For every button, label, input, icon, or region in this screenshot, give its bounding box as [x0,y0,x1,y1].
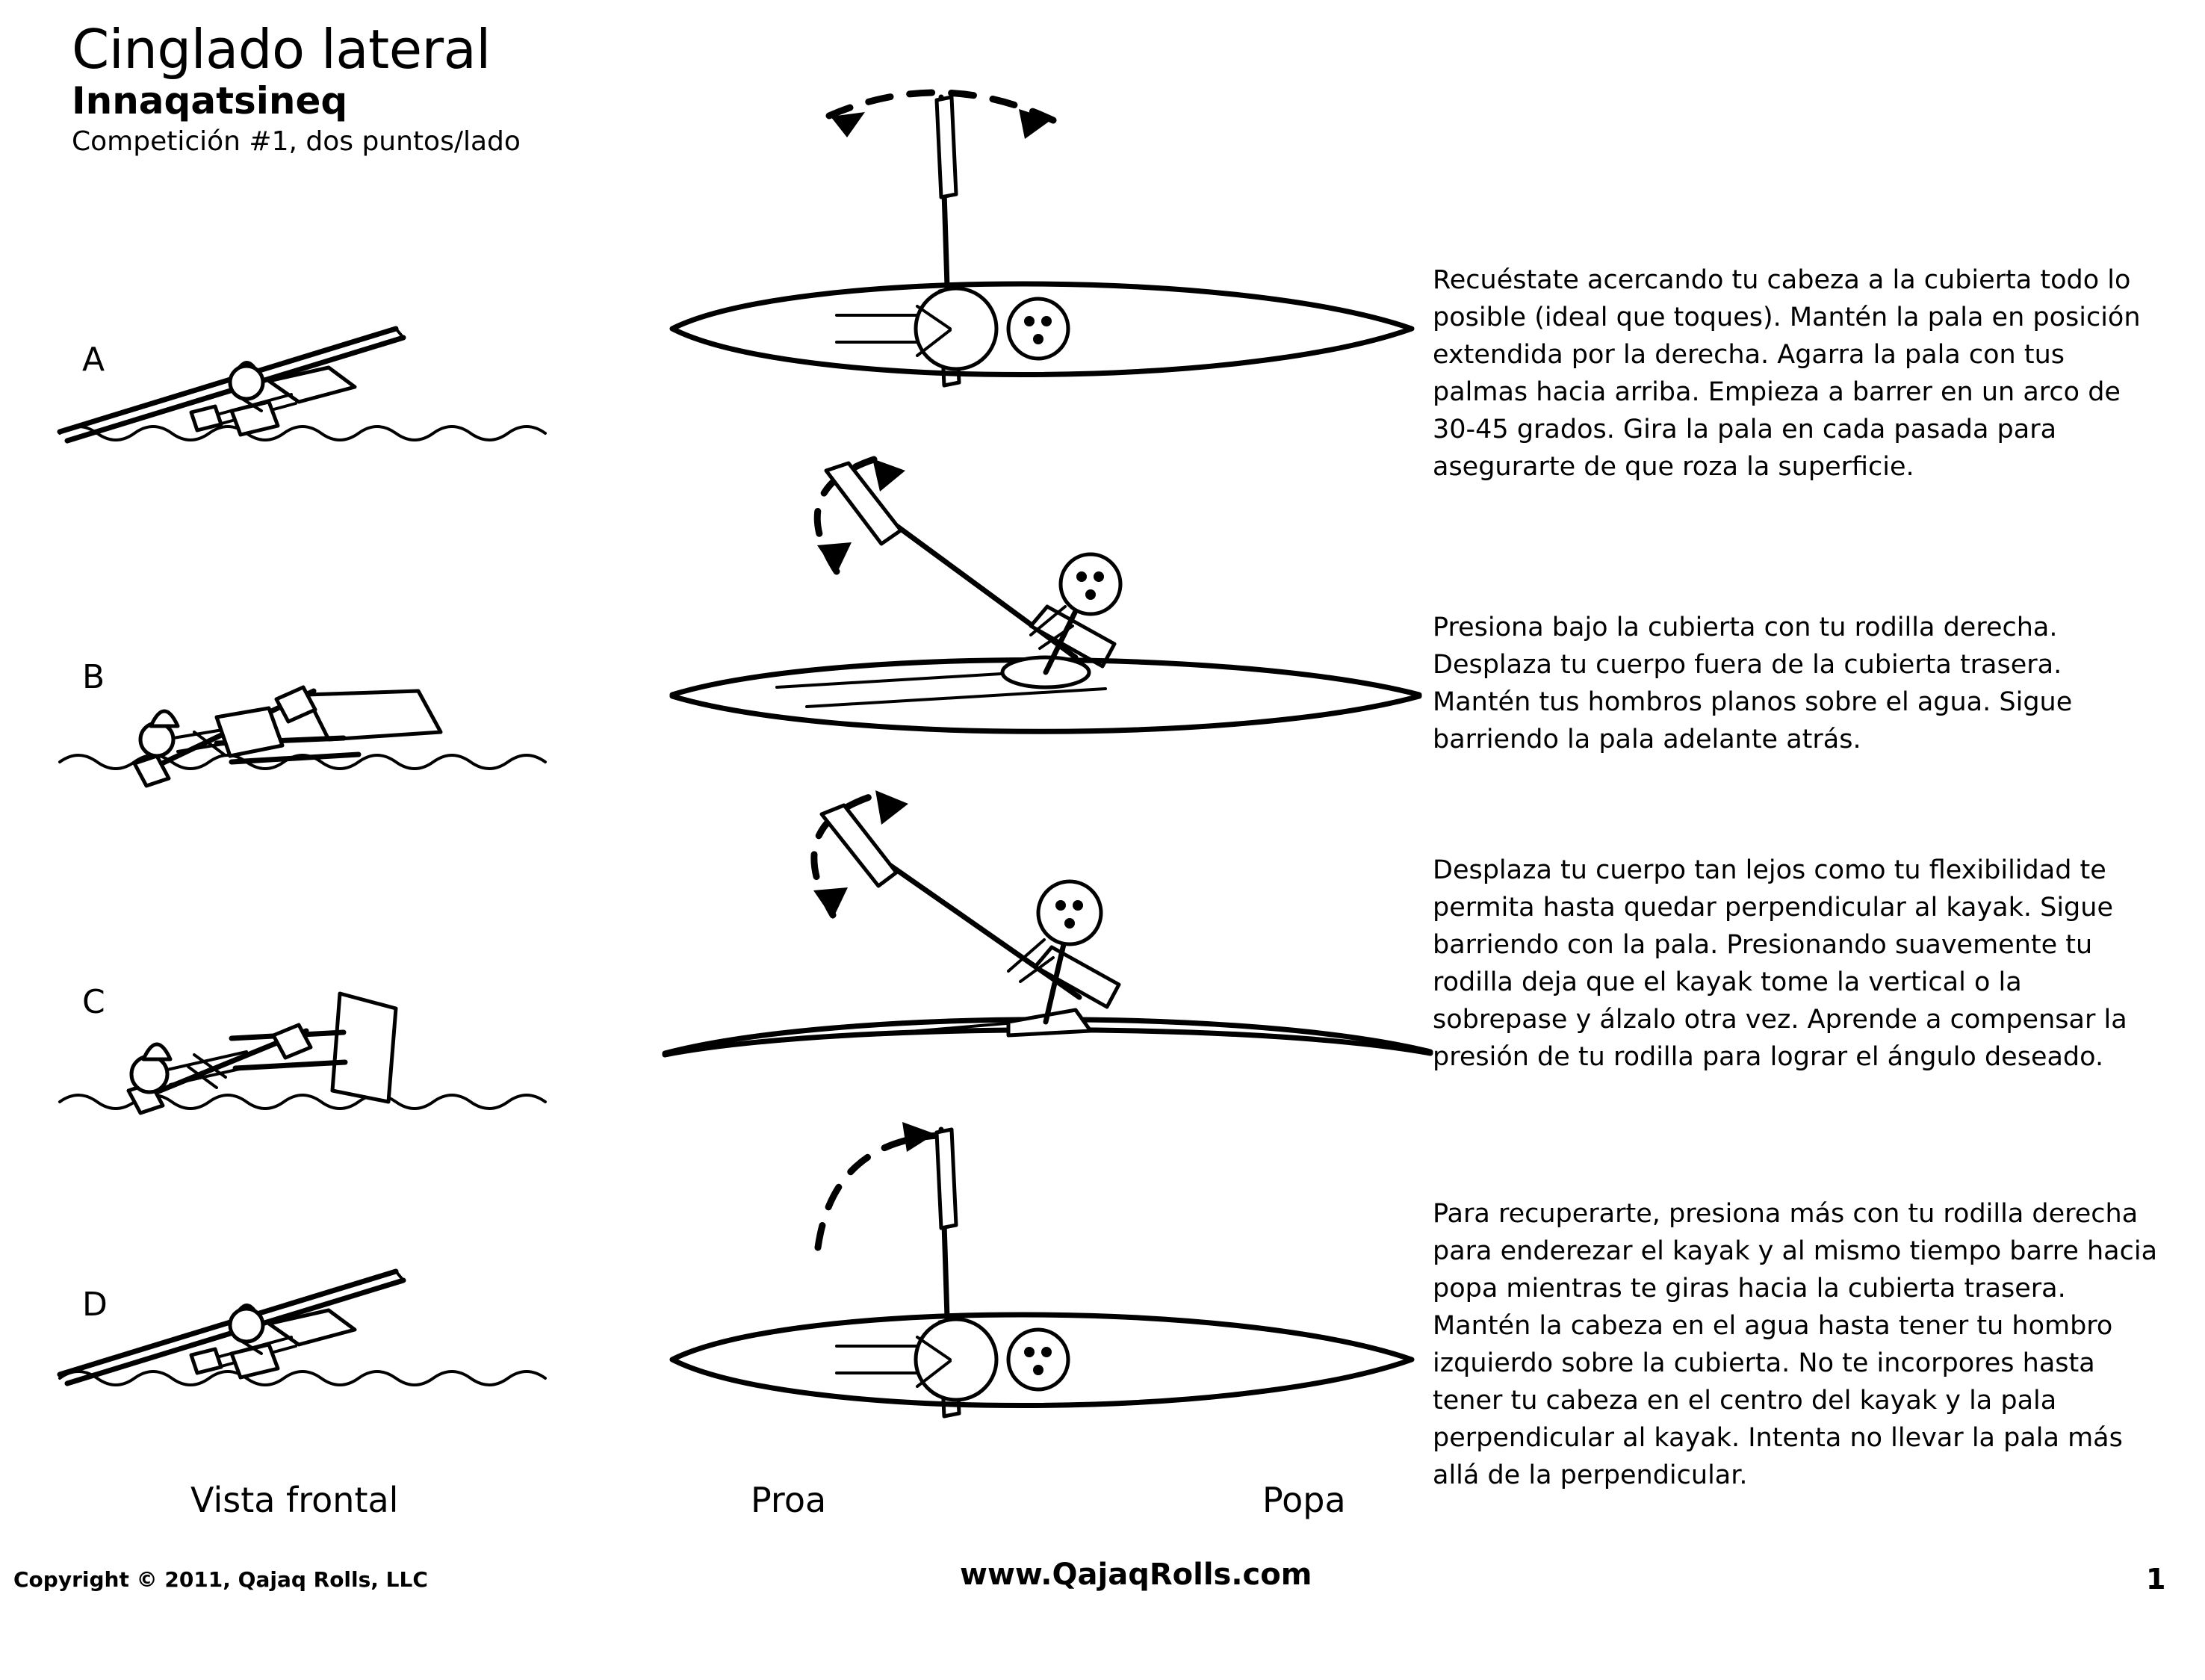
page-number: 1 [2146,1563,2166,1596]
instruction-b: Presiona bajo la cubierta con tu rodilla derecha. Desplaza tu cuerpo fuera de la cubierta trasera. Mantén tus hombros planos sobre el agua. Sigue barriendo la pala adelante atrás. [1433,613,2073,754]
page-subtitle: Innaqatsineq [72,79,348,123]
illustration-d-bow-view [657,1091,1449,1479]
copyright-text: Copyright © 2011, Qajaq Rolls, LLC [13,1567,428,1592]
instruction-a: Recuéstate acercando tu cabeza a la cubierta todo lo posible (ideal que toques). Mantén la pala en posición extendida por la derecha. Agarra la pala con tus palmas hacia arriba. Empieza a barrer en un arco de 30-45 grados. Gira la pala en cada pasada para asegurarte de que roza la superficie. [1433,265,2141,482]
label-bow-view: Proa [751,1480,827,1520]
illustration-a-front-view [45,299,642,463]
step-letter-c: C [82,983,105,1021]
illustration-c-front-view [45,941,642,1143]
illustration-d-front-view [45,1233,642,1419]
website-text: www.QajaqRolls.com [960,1557,1312,1592]
step-letter-b: B [82,658,105,696]
illustration-c-bow-view [657,784,1449,1128]
illustration-a-bow-view [657,82,1449,478]
instruction-d: Para recuperarte, presiona más con tu rodilla derecha para enderezar el kayak y al mismo tiempo barre hacia popa mientras te giras hacia la cubierta trasera. Mantén la cabeza en el agua hasta tener tu hombro izquierdo sobre la cubierta. No te incorpores hasta tener tu cabeza en el centro del kayak y la pala perpendicular al kayak. Intenta no llevar la pala más allá de la perpendicular. [1433,1199,2158,1490]
label-front-view: Vista frontal [190,1480,399,1520]
page-note: Competición #1, dos puntos/lado [72,126,521,157]
label-stern-view: Popa [1262,1480,1346,1520]
step-letter-a: A [82,341,105,379]
page-title: Cinglado lateral [72,18,491,81]
illustration-b-front-view [45,620,642,807]
title-block [72,19,521,160]
illustration-b-bow-view [657,448,1449,777]
instruction-c: Desplaza tu cuerpo tan lejos como tu flexibilidad te permita hasta quedar perpendicular al kayak. Sigue barriendo con la pala. Presionando suavemente tu rodilla deja que el kayak tome la vertical o la sobrepase y álzalo otra vez. Aprende a compensar la presión de tu rodilla para lograr el ángulo deseado. [1433,855,2127,1072]
step-letter-d: D [82,1286,108,1324]
